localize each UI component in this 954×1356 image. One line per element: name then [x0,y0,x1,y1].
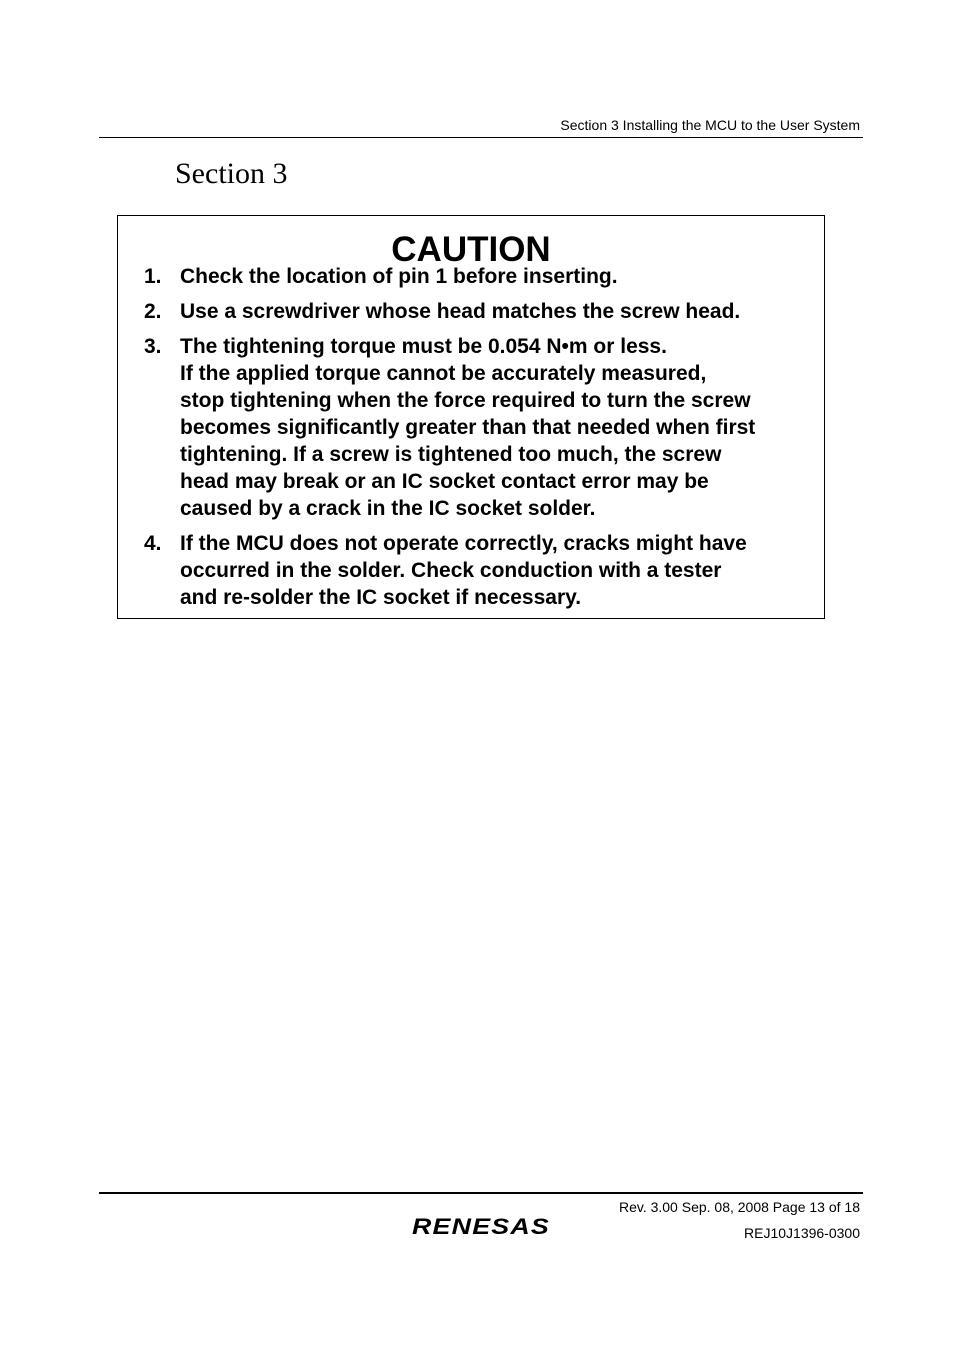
caution-item-text: If the MCU does not operate correctly, cracks might have [180,532,747,555]
caution-item-number: 3. [144,335,162,358]
caution-item-text: Check the location of pin 1 before inserting. [180,265,618,288]
caution-item-text: If the applied torque cannot be accurately measured, [180,362,707,385]
caution-item-number: 4. [144,532,162,555]
section-heading: Section 3 [175,157,288,190]
document-number: REJ10J1396-0300 [744,1225,860,1241]
caution-item-text: caused by a crack in the IC socket solder. [180,497,596,520]
caution-item-number: 2. [144,300,162,323]
caution-item-text: occurred in the solder. Check conduction with a tester [180,559,722,582]
caution-item-1 [144,263,816,290]
caution-item-text: The tightening torque must be 0.054 N•m or less. [180,335,667,358]
caution-item-text: and re-solder the IC socket if necessary. [180,586,582,609]
running-header: Section 3 Installing the MCU to the User System [560,117,860,133]
footer-divider [99,1192,863,1194]
caution-item-2 [144,298,816,325]
caution-item-text: head may break or an IC socket contact error may be [180,470,709,493]
caution-box [117,215,825,619]
caution-title: CAUTION [391,230,551,269]
renesas-logo [410,1212,552,1240]
caution-item-text: Use a screwdriver whose head matches the screw head. [180,300,741,323]
caution-item-number: 1. [144,265,162,288]
caution-item-text: becomes significantly greater than that needed when first [180,416,756,439]
revision-info: Rev. 3.00 Sep. 08, 2008 Page 13 of 18 [618,1199,860,1215]
caution-item-4 [144,530,816,611]
caution-list [144,263,816,619]
renesas-logo-text: RENESAS [412,1214,550,1239]
header-divider [99,137,863,138]
caution-item-3 [144,333,816,522]
caution-item-text: tightening. If a screw is tightened too much, the screw [180,443,722,466]
caution-item-text: stop tightening when the force required to turn the screw [180,389,751,412]
